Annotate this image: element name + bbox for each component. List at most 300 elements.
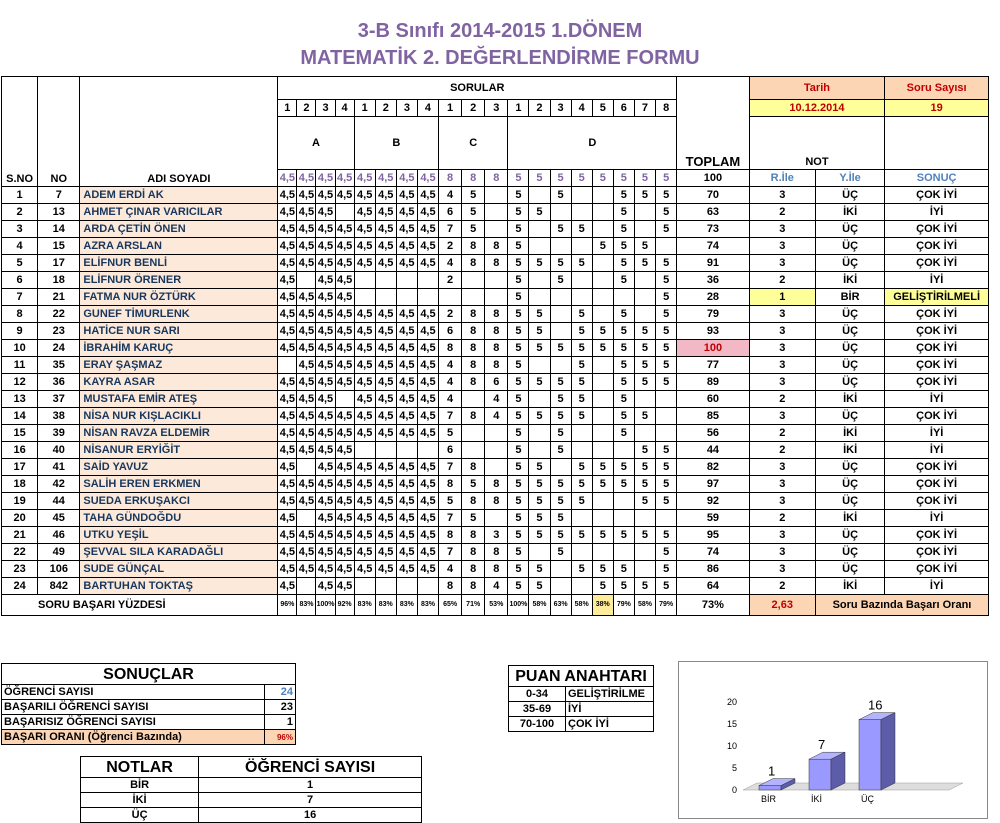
student-score: 4,5 (396, 527, 417, 544)
chart-canvas (679, 662, 987, 818)
question-group: D (508, 117, 677, 170)
table-row (2, 578, 989, 595)
student-score: 4,5 (354, 357, 375, 374)
table-row (2, 187, 989, 204)
student-score: 4,5 (396, 187, 417, 204)
student-score: 5 (656, 459, 677, 476)
student-total: 60 (677, 391, 749, 408)
question-number: 4 (417, 100, 438, 117)
question-group: B (354, 117, 438, 170)
student-score (634, 221, 655, 238)
student-grade-word: ÜÇ (815, 238, 884, 255)
footer-total: 73% (677, 595, 749, 616)
student-score (592, 272, 613, 289)
student-no: 35 (38, 357, 80, 374)
student-score: 4,5 (354, 561, 375, 578)
student-score (417, 578, 438, 595)
student-grade-num: 2 (749, 204, 815, 221)
table-row (2, 510, 989, 527)
header-tarih: 10.12.2014 (749, 100, 885, 117)
bar-data-label: 7 (818, 737, 826, 753)
student-score: 5 (508, 408, 529, 425)
question-number: 2 (375, 100, 396, 117)
question-percent: 83% (375, 595, 396, 616)
student-score: 5 (613, 527, 634, 544)
question-percent: 100% (508, 595, 529, 616)
student-grade-word: ÜÇ (815, 493, 884, 510)
student-score (592, 255, 613, 272)
student-score: 5 (634, 374, 655, 391)
student-total: 36 (677, 272, 749, 289)
student-score: 4,5 (335, 306, 354, 323)
student-total: 73 (677, 221, 749, 238)
student-score: 4,5 (297, 544, 316, 561)
student-score: 4,5 (335, 527, 354, 544)
student-score: 4,5 (297, 527, 316, 544)
student-score: 5 (550, 272, 571, 289)
student-score: 5 (613, 459, 634, 476)
sonuc-label: ÖĞRENCİ SAYISI (2, 685, 265, 700)
student-score: 5 (571, 459, 592, 476)
student-score (529, 442, 550, 459)
student-result: ÇOK İYİ (885, 476, 989, 493)
student-sno: 14 (2, 408, 38, 425)
student-score (297, 578, 316, 595)
student-score (634, 425, 655, 442)
student-score (592, 544, 613, 561)
student-score: 5 (439, 493, 462, 510)
student-score (485, 459, 508, 476)
student-score: 4,5 (316, 306, 335, 323)
student-score: 4,5 (417, 357, 438, 374)
sonuc-label: BAŞARILI ÖĞRENCİ SAYISI (2, 700, 265, 715)
student-score: 5 (508, 204, 529, 221)
student-score: 4,5 (278, 527, 297, 544)
student-score: 5 (656, 187, 677, 204)
student-score (485, 510, 508, 527)
y-tick-label: 20 (726, 697, 737, 707)
student-sno: 9 (2, 323, 38, 340)
student-score: 5 (571, 527, 592, 544)
student-score: 5 (462, 510, 485, 527)
student-sno: 23 (2, 561, 38, 578)
table-row (2, 544, 989, 561)
student-score: 4,5 (354, 527, 375, 544)
student-score: 4,5 (396, 561, 417, 578)
student-score (485, 204, 508, 221)
student-score: 4,5 (335, 561, 354, 578)
student-no: 22 (38, 306, 80, 323)
question-points: 4,5 (335, 170, 354, 187)
puan-range: 70-100 (509, 717, 566, 732)
student-score (417, 289, 438, 306)
student-score: 4,5 (316, 391, 335, 408)
student-grade-word: İKİ (815, 272, 884, 289)
student-score: 4,5 (375, 323, 396, 340)
student-score: 5 (634, 255, 655, 272)
student-score: 4,5 (316, 255, 335, 272)
student-score: 5 (529, 374, 550, 391)
student-score (354, 272, 375, 289)
student-score: 5 (613, 391, 634, 408)
student-grade-word: ÜÇ (815, 306, 884, 323)
student-score: 5 (529, 408, 550, 425)
student-score: 4,5 (375, 306, 396, 323)
student-score (634, 561, 655, 578)
student-score: 5 (550, 221, 571, 238)
notlar-value: 16 (199, 808, 422, 823)
header-not: NOT (749, 117, 885, 170)
student-score: 4,5 (354, 510, 375, 527)
student-score: 5 (462, 476, 485, 493)
student-no: 23 (38, 323, 80, 340)
student-score (592, 221, 613, 238)
table-row (2, 459, 989, 476)
student-grade-word: ÜÇ (815, 459, 884, 476)
student-no: 44 (38, 493, 80, 510)
student-score (396, 289, 417, 306)
student-result: İYİ (885, 442, 989, 459)
question-percent: 83% (417, 595, 438, 616)
student-grade-word: İKİ (815, 510, 884, 527)
student-score: 4,5 (417, 493, 438, 510)
student-name: NİSANUR ERYİĞİT (80, 442, 278, 459)
student-score: 4,5 (396, 544, 417, 561)
student-score: 5 (550, 374, 571, 391)
student-score (592, 289, 613, 306)
student-score: 5 (656, 340, 677, 357)
question-number: 2 (297, 100, 316, 117)
question-points: 4,5 (278, 170, 297, 187)
student-score: 4,5 (316, 204, 335, 221)
student-score: 8 (462, 323, 485, 340)
student-score: 5 (508, 272, 529, 289)
student-name: SALİH EREN ERKMEN (80, 476, 278, 493)
table-row (2, 357, 989, 374)
student-score: 5 (571, 374, 592, 391)
student-grade-num: 3 (749, 527, 815, 544)
student-score: 4,5 (354, 187, 375, 204)
student-score: 6 (439, 204, 462, 221)
student-result: İYİ (885, 425, 989, 442)
student-score: 5 (550, 391, 571, 408)
student-score: 4,5 (316, 238, 335, 255)
question-points: 4,5 (375, 170, 396, 187)
puan-range: 35-69 (509, 702, 566, 717)
student-sno: 3 (2, 221, 38, 238)
student-total: 59 (677, 510, 749, 527)
student-grade-num: 1 (749, 289, 815, 306)
student-grade-num: 3 (749, 544, 815, 561)
student-no: 17 (38, 255, 80, 272)
student-score: 4,5 (417, 340, 438, 357)
question-number: 5 (592, 100, 613, 117)
student-score: 4,5 (297, 374, 316, 391)
student-score: 5 (529, 510, 550, 527)
student-score: 7 (439, 221, 462, 238)
student-score: 4,5 (335, 459, 354, 476)
student-score: 5 (508, 187, 529, 204)
sonuc-label: BAŞARISIZ ÖĞRENCİ SAYISI (2, 715, 265, 730)
student-score: 5 (613, 578, 634, 595)
student-total: 44 (677, 442, 749, 459)
student-score (571, 238, 592, 255)
student-score: 5 (508, 340, 529, 357)
student-score: 5 (529, 255, 550, 272)
question-points: 5 (550, 170, 571, 187)
student-score: 4,5 (278, 442, 297, 459)
student-score: 8 (485, 255, 508, 272)
student-total: 97 (677, 476, 749, 493)
student-result: ÇOK İYİ (885, 493, 989, 510)
student-grade-word: İKİ (815, 578, 884, 595)
header-no: NO (38, 77, 80, 187)
student-score: 5 (634, 408, 655, 425)
puan-label: GELİŞTİRİLME (566, 687, 654, 702)
student-score: 5 (508, 221, 529, 238)
student-score: 5 (529, 561, 550, 578)
header-empty (885, 117, 989, 170)
student-score: 4,5 (396, 493, 417, 510)
student-score: 5 (508, 561, 529, 578)
student-score: 5 (613, 476, 634, 493)
student-no: 41 (38, 459, 80, 476)
student-score: 8 (485, 323, 508, 340)
student-score: 4,5 (417, 255, 438, 272)
question-points: 5 (529, 170, 550, 187)
question-number: 7 (634, 100, 655, 117)
student-grade-word: ÜÇ (815, 374, 884, 391)
question-points: 8 (462, 170, 485, 187)
student-sno: 18 (2, 476, 38, 493)
table-row (2, 425, 989, 442)
student-score: 4,5 (375, 221, 396, 238)
student-no: 14 (38, 221, 80, 238)
student-score: 5 (656, 306, 677, 323)
student-score: 4,5 (278, 323, 297, 340)
student-score (335, 204, 354, 221)
student-score: 5 (571, 306, 592, 323)
student-score: 4,5 (297, 561, 316, 578)
student-name: KAYRA ASAR (80, 374, 278, 391)
student-score: 4,5 (278, 544, 297, 561)
student-result: ÇOK İYİ (885, 527, 989, 544)
student-sno: 13 (2, 391, 38, 408)
student-score (529, 272, 550, 289)
student-score: 5 (656, 561, 677, 578)
student-grade-word: ÜÇ (815, 527, 884, 544)
student-score: 5 (529, 204, 550, 221)
header-tarih-label: Tarih (749, 77, 885, 100)
student-sno: 19 (2, 493, 38, 510)
student-no: 45 (38, 510, 80, 527)
student-score (550, 561, 571, 578)
student-score: 4,5 (354, 493, 375, 510)
question-number: 1 (278, 100, 297, 117)
student-score (529, 289, 550, 306)
student-total: 92 (677, 493, 749, 510)
student-score: 4 (485, 391, 508, 408)
student-sno: 11 (2, 357, 38, 374)
student-score: 4,5 (354, 255, 375, 272)
student-sno: 21 (2, 527, 38, 544)
student-total: 79 (677, 306, 749, 323)
question-points: 8 (439, 170, 462, 187)
student-score: 4,5 (335, 544, 354, 561)
student-score: 4,5 (417, 425, 438, 442)
student-score: 4,5 (396, 221, 417, 238)
student-score (529, 221, 550, 238)
student-name: MUSTAFA EMİR ATEŞ (80, 391, 278, 408)
notlar-title: NOTLAR (81, 757, 199, 778)
student-score: 5 (634, 459, 655, 476)
student-score: 6 (439, 323, 462, 340)
student-total: 74 (677, 544, 749, 561)
header-sorular: SORULAR (278, 77, 677, 100)
student-score: 5 (613, 255, 634, 272)
grade-distribution-chart (678, 661, 988, 819)
student-score: 2 (439, 238, 462, 255)
bar-front (809, 759, 831, 790)
student-score (571, 544, 592, 561)
student-score: 4,5 (375, 561, 396, 578)
student-name: ERAY ŞAŞMAZ (80, 357, 278, 374)
student-total: 70 (677, 187, 749, 204)
question-number: 1 (508, 100, 529, 117)
student-name: GUNEF TİMURLENK (80, 306, 278, 323)
question-points: 4,5 (354, 170, 375, 187)
question-points: 4,5 (417, 170, 438, 187)
student-score: 4,5 (375, 340, 396, 357)
student-score (634, 272, 655, 289)
student-score: 5 (592, 340, 613, 357)
question-points: 4,5 (297, 170, 316, 187)
notlar-label: İKİ (81, 793, 199, 808)
student-sno: 5 (2, 255, 38, 272)
student-name: NİSAN RAVZA ELDEMİR (80, 425, 278, 442)
student-score (592, 442, 613, 459)
student-score: 4,5 (297, 187, 316, 204)
table-row (2, 306, 989, 323)
sonuc-value: 96% (265, 730, 296, 745)
question-percent: 58% (571, 595, 592, 616)
student-score: 4,5 (335, 357, 354, 374)
student-score: 4,5 (335, 578, 354, 595)
student-result: ÇOK İYİ (885, 459, 989, 476)
student-score: 5 (529, 306, 550, 323)
student-score (550, 357, 571, 374)
student-score: 8 (439, 476, 462, 493)
student-name: AHMET ÇINAR VARICILAR (80, 204, 278, 221)
student-grade-num: 3 (749, 561, 815, 578)
student-score (656, 408, 677, 425)
question-number: 2 (529, 100, 550, 117)
student-score: 8 (485, 493, 508, 510)
student-name: SUEDA ERKUŞAKCI (80, 493, 278, 510)
student-score: 5 (613, 238, 634, 255)
student-score: 5 (571, 561, 592, 578)
student-score (571, 425, 592, 442)
student-score: 5 (571, 493, 592, 510)
x-tick-label: BİR (761, 794, 777, 804)
student-score (571, 187, 592, 204)
student-score (297, 272, 316, 289)
student-grade-num: 3 (749, 459, 815, 476)
question-percent: 53% (485, 595, 508, 616)
student-score: 5 (634, 323, 655, 340)
table-row (2, 323, 989, 340)
student-score: 4,5 (417, 544, 438, 561)
student-score: 5 (550, 340, 571, 357)
student-score: 4,5 (375, 510, 396, 527)
page-title: 3-B Sınıfı 2014-2015 1.DÖNEM (357, 20, 643, 42)
question-number: 3 (550, 100, 571, 117)
student-score: 4,5 (354, 459, 375, 476)
student-score (592, 204, 613, 221)
student-score (550, 323, 571, 340)
student-score: 4,5 (297, 425, 316, 442)
notlar-value: 1 (199, 778, 422, 793)
student-result: ÇOK İYİ (885, 561, 989, 578)
student-score: 4,5 (417, 510, 438, 527)
student-score: 4,5 (297, 289, 316, 306)
student-score: 4,5 (417, 204, 438, 221)
student-result: ÇOK İYİ (885, 323, 989, 340)
student-score: 8 (462, 544, 485, 561)
student-score: 4,5 (278, 221, 297, 238)
student-score: 4,5 (417, 238, 438, 255)
question-percent: 83% (396, 595, 417, 616)
student-grade-num: 2 (749, 391, 815, 408)
student-score: 4,5 (417, 459, 438, 476)
student-score: 4,5 (354, 391, 375, 408)
student-score: 4,5 (278, 340, 297, 357)
student-score: 8 (462, 340, 485, 357)
student-score: 4,5 (375, 255, 396, 272)
student-score: 4,5 (335, 374, 354, 391)
question-percent: 63% (550, 595, 571, 616)
student-sno: 17 (2, 459, 38, 476)
student-score (375, 442, 396, 459)
question-percent: 38% (592, 595, 613, 616)
student-result: ÇOK İYİ (885, 408, 989, 425)
student-score: 4,5 (354, 323, 375, 340)
student-score: 4,5 (316, 323, 335, 340)
puan-title: PUAN ANAHTARI (509, 666, 654, 687)
student-score (375, 289, 396, 306)
student-score: 4,5 (396, 476, 417, 493)
student-grade-num: 3 (749, 255, 815, 272)
student-score (634, 204, 655, 221)
student-grade-num: 3 (749, 340, 815, 357)
student-score: 4,5 (278, 510, 297, 527)
student-no: 24 (38, 340, 80, 357)
student-score (571, 204, 592, 221)
student-grade-word: ÜÇ (815, 323, 884, 340)
student-total: 93 (677, 323, 749, 340)
student-score: 5 (634, 187, 655, 204)
student-score: 4,5 (335, 323, 354, 340)
student-score (485, 272, 508, 289)
student-result: GELİŞTİRİLMELİ (885, 289, 989, 306)
student-score: 4,5 (375, 374, 396, 391)
student-score: 8 (462, 578, 485, 595)
student-score: 5 (656, 204, 677, 221)
student-score: 5 (508, 323, 529, 340)
student-score: 5 (508, 255, 529, 272)
student-score: 5 (550, 476, 571, 493)
student-score: 5 (508, 425, 529, 442)
